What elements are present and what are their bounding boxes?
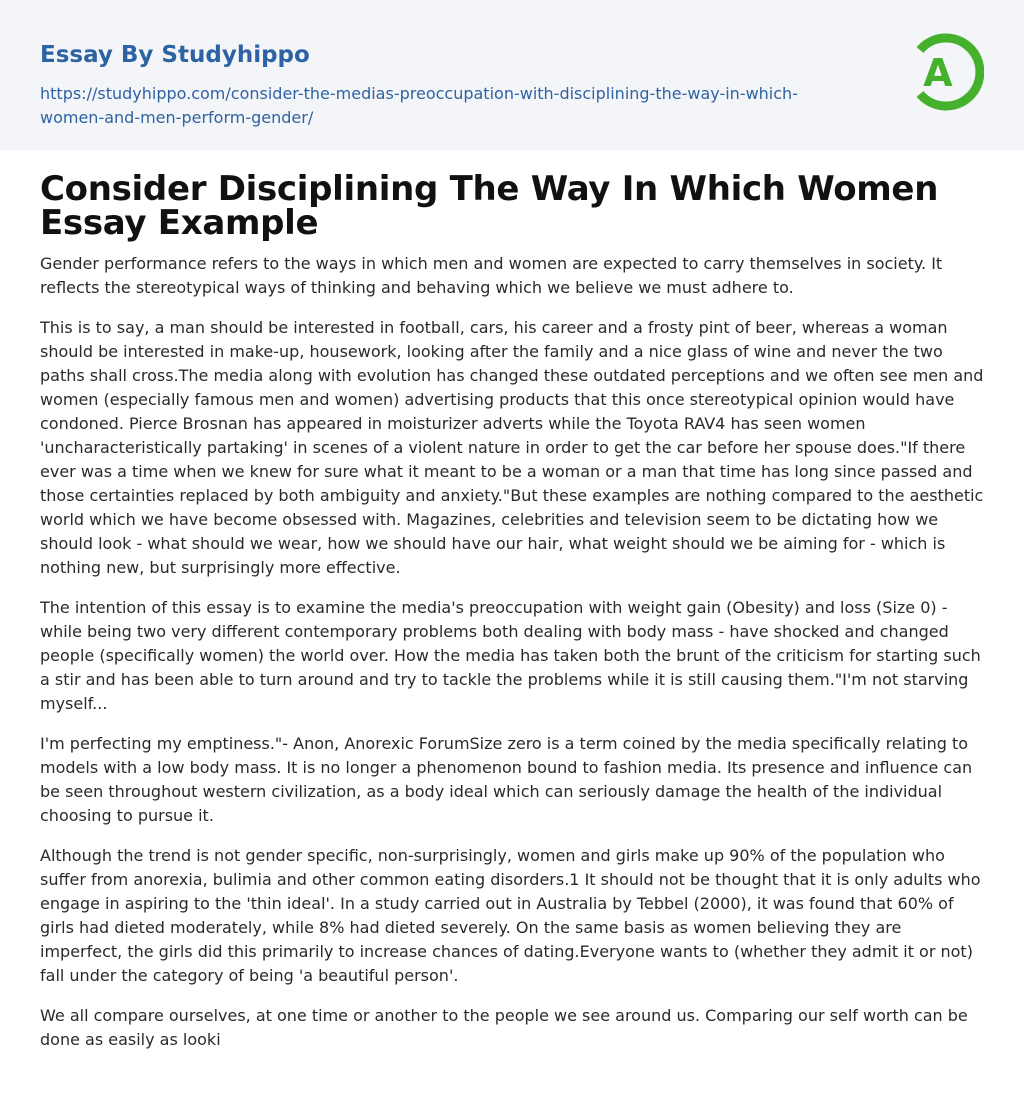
brand-title: Essay By Studyhippo [40, 42, 310, 68]
paragraph: We all compare ourselves, at one time or another to the people we see around us. Comparing our self worth can be done as easily as looki [40, 1006, 968, 1049]
paragraph: This is to say, a man should be interested in football, cars, his career and a frosty pint of beer, whereas a woman should be interested in make-up, housework, looking after the family and a nice glass of wine and never the two paths shall cross.The media along with evolution has changed these outdated perceptions and we often see men and women (especially famous men and women) advertising products that this once stereotypical opinion would have condoned. Pierce Brosnan has appeared in moisturizer adverts while the Toyota RAV4 has seen women 'uncharacteristically partaking' in scenes of a violent nature in order to get the car before her spouse does."If there ever was a time when we knew for sure what it meant to be a woman or a man that time has long since passed and those certainties replaced by both ambiguity and anxiety."But these examples are nothing compared to the aesthetic world which we have become obsessed with. Magazines, celebrities and television seem to be dictating how we should look - what should we wear, how we should have our hair, what weight should we be aiming for - which is nothing new, but surprisingly more effective. [40, 318, 984, 577]
source-url-link[interactable]: https://studyhippo.com/consider-the-medias-preoccupation-with-disciplining-the-way-in-which-women-and-men-perform-gender/ [40, 84, 798, 127]
logo-letter: A [923, 51, 953, 95]
paragraph: I'm perfecting my emptiness."- Anon, Anorexic ForumSize zero is a term coined by the media specifically relating to models with a low body mass. It is no longer a phenomenon bound to fashion media. Its presence and influence can be seen throughout western civilization, as a body ideal which can seriously damage the health of the individual choosing to pursue it. [40, 734, 973, 825]
studyhippo-logo-icon[interactable] [912, 30, 984, 114]
article-content [0, 169, 1024, 1052]
site-header [0, 0, 1024, 150]
paragraph: Although the trend is not gender specific, non-surprisingly, women and girls make up 90% of the population who suffer from anorexia, bulimia and other common eating disorders.1 It should not be thought that it is only adults who engage in aspiring to the 'thin ideal'. In a study carried out in Australia by Tebbel (2000), it was found that 60% of girls had dieted moderately, while 8% had dieted severely. On the same basis as women believing they are imperfect, the girls did this primarily to increase chances of dating.Everyone wants to (whether they admit it or not) fall under the category of being 'a beautiful person'. [40, 846, 981, 985]
article-title: Consider Disciplining The Way In Which Women Essay Example [40, 169, 939, 243]
paragraph: The intention of this essay is to examine the media's preoccupation with weight gain (Obesity) and loss (Size 0) - while being two very different contemporary problems both dealing with body mass - have shocked and changed people (specifically women) the world over. How the media has taken both the brunt of the criticism for starting such a stir and has been able to turn around and try to tackle the problems while it is still causing them."I'm not starving myself... [40, 598, 981, 713]
paragraph: Gender performance refers to the ways in which men and women are expected to carry themselves in society. It reflects the stereotypical ways of thinking and behaving which we believe we must adhere to. [40, 254, 943, 297]
